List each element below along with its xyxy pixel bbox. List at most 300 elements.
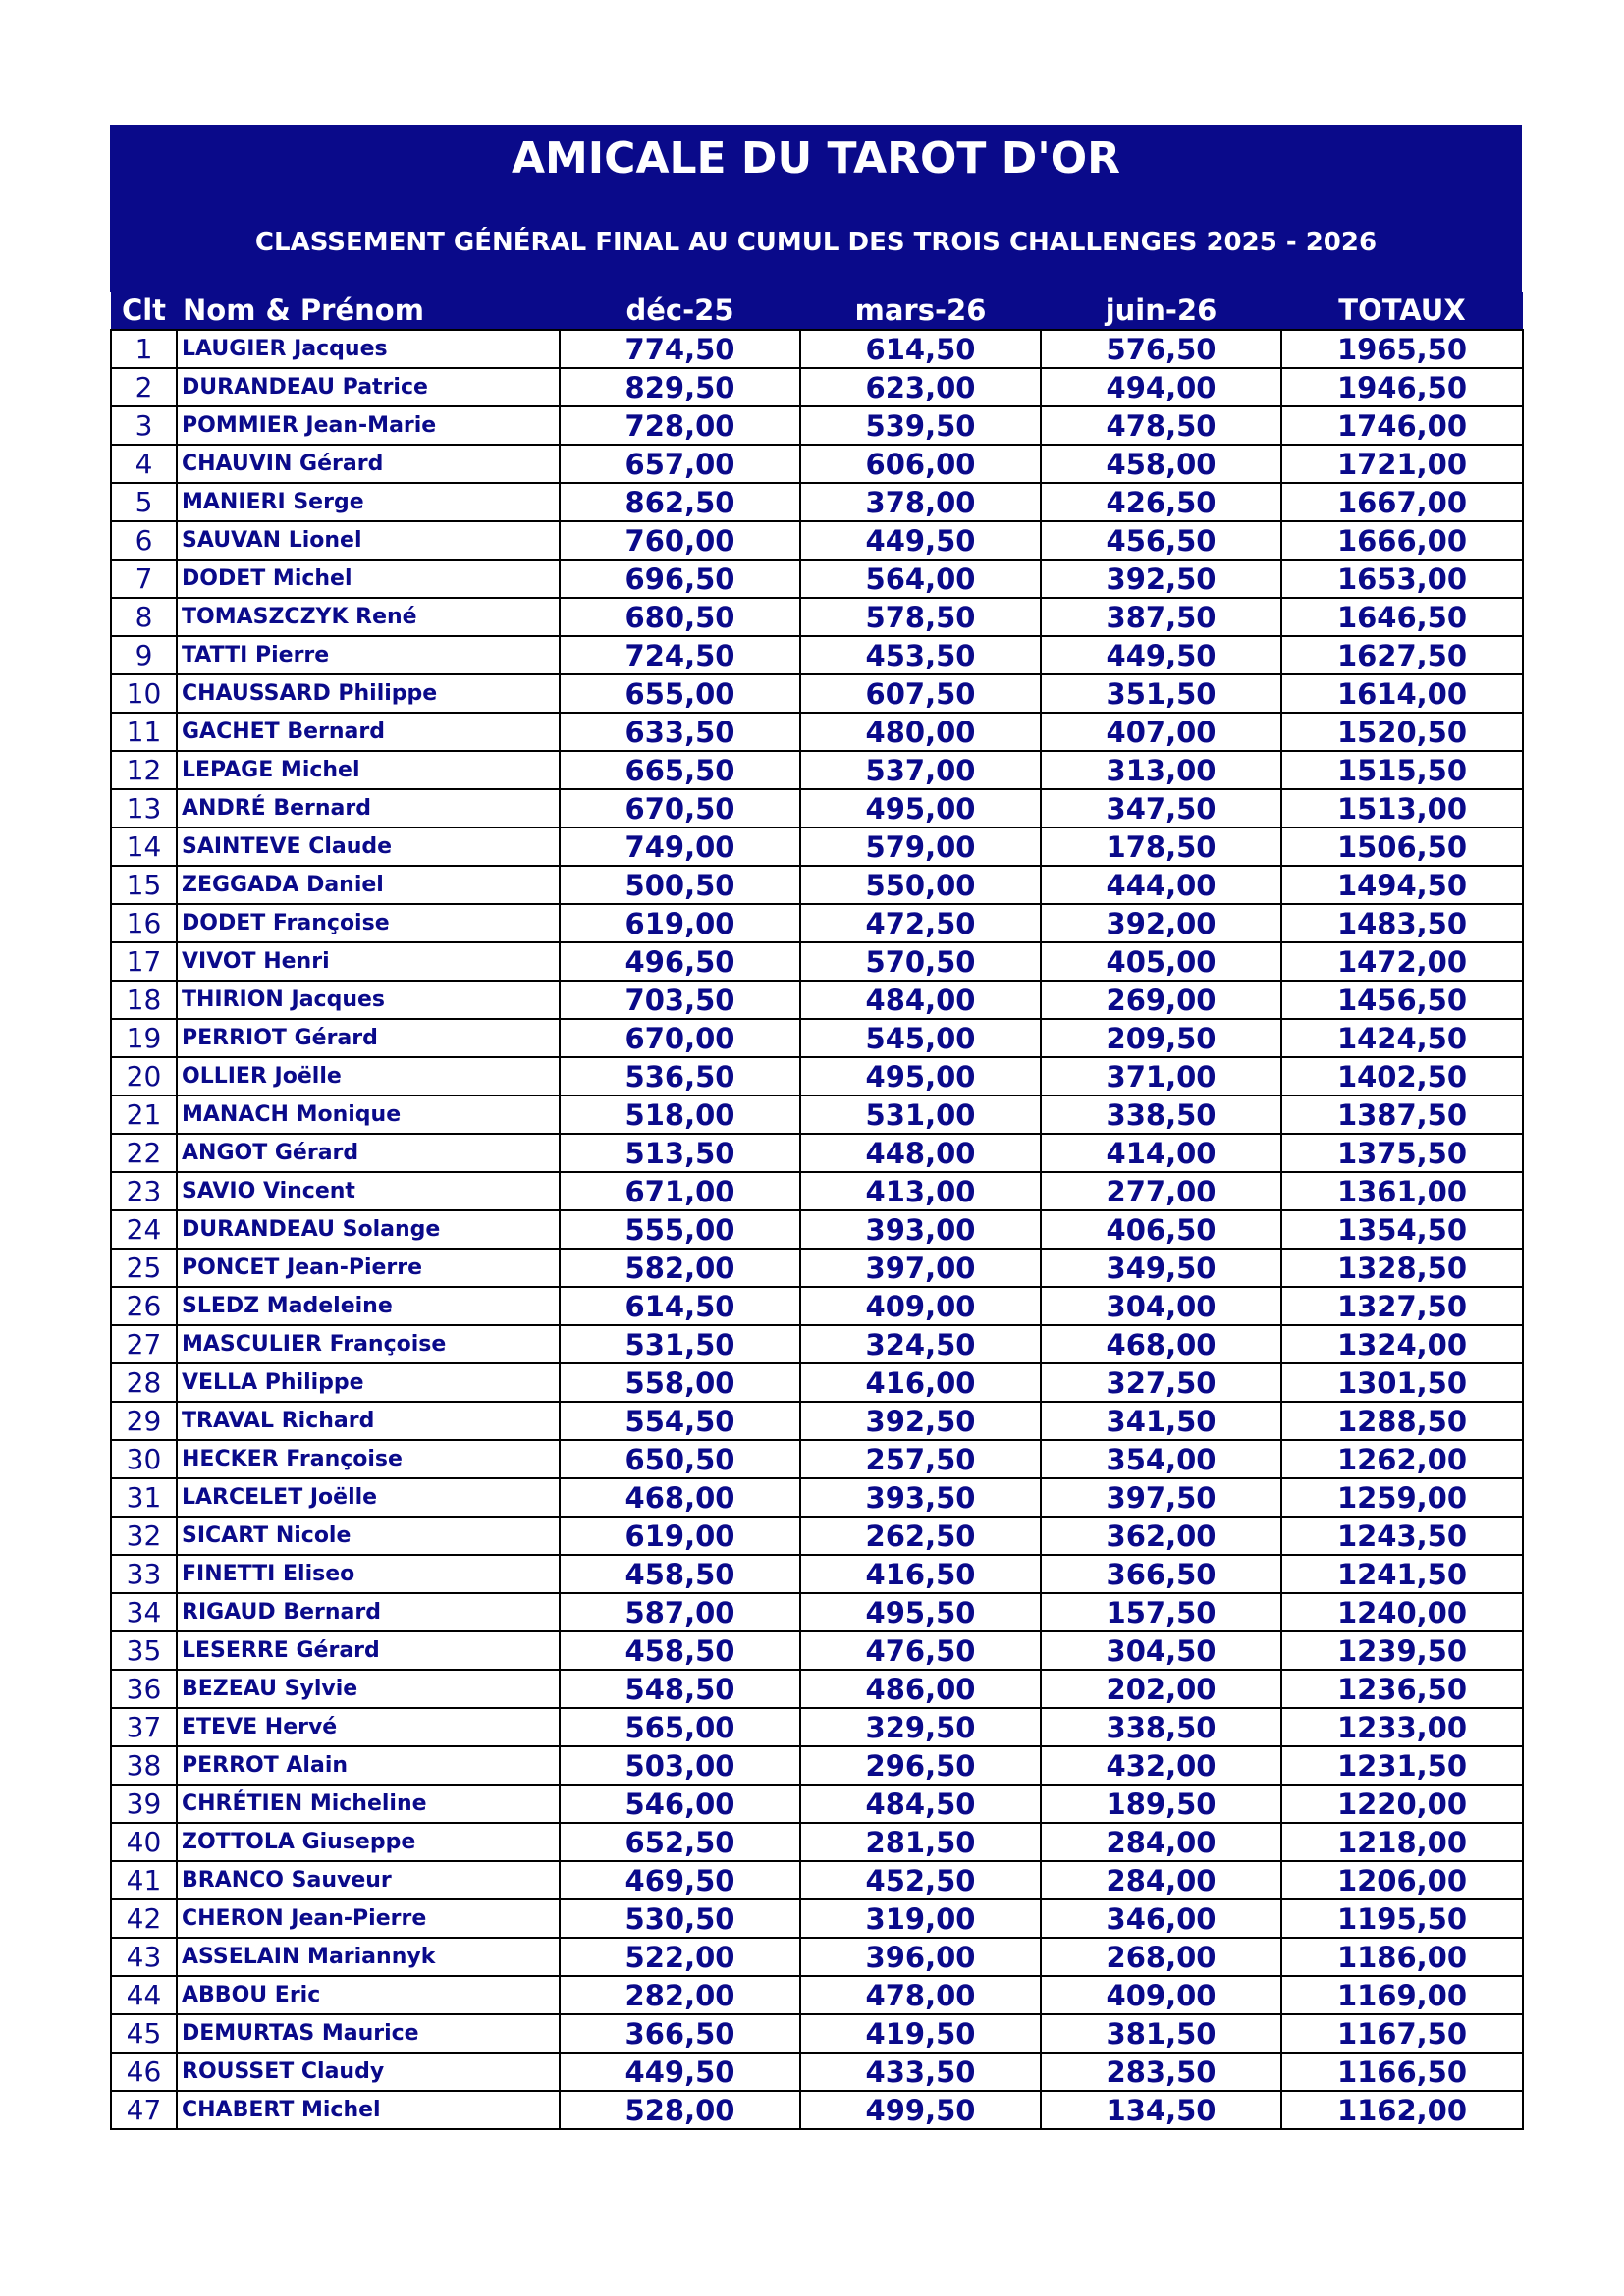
cell-rank: 8 — [111, 598, 177, 636]
table-row — [111, 483, 1523, 521]
table-row — [111, 1899, 1523, 1938]
cell-dec25: 665,50 — [560, 751, 800, 789]
cell-mars26: 262,50 — [800, 1517, 1041, 1555]
cell-dec25: 657,00 — [560, 445, 800, 483]
cell-juin26: 387,50 — [1041, 598, 1281, 636]
cell-rank: 33 — [111, 1555, 177, 1593]
cell-total: 1667,00 — [1281, 483, 1523, 521]
cell-name: SAVIO Vincent — [177, 1172, 560, 1210]
cell-rank: 42 — [111, 1899, 177, 1938]
table-row — [111, 560, 1523, 598]
cell-mars26: 409,00 — [800, 1287, 1041, 1325]
cell-mars26: 499,50 — [800, 2091, 1041, 2129]
cell-rank: 17 — [111, 942, 177, 981]
cell-mars26: 413,00 — [800, 1172, 1041, 1210]
cell-mars26: 419,50 — [800, 2014, 1041, 2053]
cell-name: MANIERI Serge — [177, 483, 560, 521]
cell-dec25: 829,50 — [560, 368, 800, 406]
cell-mars26: 296,50 — [800, 1746, 1041, 1785]
cell-name: TATTI Pierre — [177, 636, 560, 674]
table-row — [111, 1555, 1523, 1593]
cell-rank: 19 — [111, 1019, 177, 1057]
cell-name: POMMIER Jean-Marie — [177, 406, 560, 445]
cell-name: DURANDEAU Patrice — [177, 368, 560, 406]
table-row — [111, 828, 1523, 866]
cell-rank: 32 — [111, 1517, 177, 1555]
cell-dec25: 449,50 — [560, 2053, 800, 2091]
cell-rank: 25 — [111, 1249, 177, 1287]
cell-total: 1946,50 — [1281, 368, 1523, 406]
cell-name: ROUSSET Claudy — [177, 2053, 560, 2091]
cell-juin26: 277,00 — [1041, 1172, 1281, 1210]
cell-dec25: 282,00 — [560, 1976, 800, 2014]
cell-dec25: 680,50 — [560, 598, 800, 636]
cell-total: 1162,00 — [1281, 2091, 1523, 2129]
cell-name: PERRIOT Gérard — [177, 1019, 560, 1057]
cell-total: 1240,00 — [1281, 1593, 1523, 1631]
cell-dec25: 528,00 — [560, 2091, 800, 2129]
cell-dec25: 728,00 — [560, 406, 800, 445]
cell-dec25: 587,00 — [560, 1593, 800, 1631]
cell-mars26: 484,50 — [800, 1785, 1041, 1823]
table-row — [111, 1019, 1523, 1057]
cell-name: RIGAUD Bernard — [177, 1593, 560, 1631]
cell-name: HECKER Françoise — [177, 1440, 560, 1478]
cell-mars26: 545,00 — [800, 1019, 1041, 1057]
cell-total: 1354,50 — [1281, 1210, 1523, 1249]
cell-juin26: 284,00 — [1041, 1861, 1281, 1899]
cell-name: MANACH Monique — [177, 1095, 560, 1134]
cell-juin26: 354,00 — [1041, 1440, 1281, 1478]
cell-mars26: 453,50 — [800, 636, 1041, 674]
cell-juin26: 468,00 — [1041, 1325, 1281, 1363]
cell-name: DEMURTAS Maurice — [177, 2014, 560, 2053]
table-row — [111, 1249, 1523, 1287]
cell-name: TOMASZCZYK René — [177, 598, 560, 636]
cell-juin26: 392,00 — [1041, 904, 1281, 942]
cell-rank: 20 — [111, 1057, 177, 1095]
cell-total: 1206,00 — [1281, 1861, 1523, 1899]
cell-mars26: 397,00 — [800, 1249, 1041, 1287]
cell-dec25: 582,00 — [560, 1249, 800, 1287]
cell-name: MASCULIER Françoise — [177, 1325, 560, 1363]
cell-rank: 37 — [111, 1708, 177, 1746]
cell-rank: 47 — [111, 2091, 177, 2129]
cell-dec25: 531,50 — [560, 1325, 800, 1363]
cell-name: FINETTI Eliseo — [177, 1555, 560, 1593]
page-subtitle: CLASSEMENT GÉNÉRAL FINAL AU CUMUL DES TROIS CHALLENGES 2025 - 2026 — [254, 228, 1378, 257]
cell-rank: 9 — [111, 636, 177, 674]
cell-name: ETEVE Hervé — [177, 1708, 560, 1746]
cell-name: TRAVAL Richard — [177, 1402, 560, 1440]
cell-total: 1259,00 — [1281, 1478, 1523, 1517]
cell-rank: 15 — [111, 866, 177, 904]
cell-dec25: 548,50 — [560, 1670, 800, 1708]
table-row — [111, 981, 1523, 1019]
cell-juin26: 456,50 — [1041, 521, 1281, 560]
cell-rank: 41 — [111, 1861, 177, 1899]
table-row — [111, 2053, 1523, 2091]
table-row — [111, 1785, 1523, 1823]
cell-total: 1324,00 — [1281, 1325, 1523, 1363]
cell-mars26: 623,00 — [800, 368, 1041, 406]
cell-dec25: 513,50 — [560, 1134, 800, 1172]
table-row — [111, 368, 1523, 406]
page-title: AMICALE DU TAROT D'OR — [511, 133, 1121, 184]
cell-juin26: 392,50 — [1041, 560, 1281, 598]
cell-juin26: 576,50 — [1041, 330, 1281, 368]
cell-juin26: 341,50 — [1041, 1402, 1281, 1440]
cell-dec25: 696,50 — [560, 560, 800, 598]
cell-dec25: 633,50 — [560, 713, 800, 751]
table-row — [111, 1670, 1523, 1708]
cell-dec25: 522,00 — [560, 1938, 800, 1976]
cell-dec25: 536,50 — [560, 1057, 800, 1095]
cell-rank: 28 — [111, 1363, 177, 1402]
cell-name: DURANDEAU Solange — [177, 1210, 560, 1249]
cell-name: OLLIER Joëlle — [177, 1057, 560, 1095]
cell-mars26: 531,00 — [800, 1095, 1041, 1134]
cell-name: CHAUVIN Gérard — [177, 445, 560, 483]
cell-total: 1506,50 — [1281, 828, 1523, 866]
cell-rank: 11 — [111, 713, 177, 751]
cell-name: DODET Michel — [177, 560, 560, 598]
cell-rank: 5 — [111, 483, 177, 521]
ranking-sheet — [110, 125, 1522, 2130]
cell-mars26: 480,00 — [800, 713, 1041, 751]
cell-name: LEPAGE Michel — [177, 751, 560, 789]
cell-name: DODET Françoise — [177, 904, 560, 942]
cell-total: 1746,00 — [1281, 406, 1523, 445]
table-row — [111, 1708, 1523, 1746]
cell-juin26: 366,50 — [1041, 1555, 1281, 1593]
cell-rank: 45 — [111, 2014, 177, 2053]
cell-name: ANDRÉ Bernard — [177, 789, 560, 828]
cell-dec25: 774,50 — [560, 330, 800, 368]
cell-name: ZEGGADA Daniel — [177, 866, 560, 904]
cell-name: SAINTEVE Claude — [177, 828, 560, 866]
cell-dec25: 366,50 — [560, 2014, 800, 2053]
cell-mars26: 484,00 — [800, 981, 1041, 1019]
cell-dec25: 530,50 — [560, 1899, 800, 1938]
table-row — [111, 904, 1523, 942]
cell-name: THIRION Jacques — [177, 981, 560, 1019]
cell-name: LAUGIER Jacques — [177, 330, 560, 368]
cell-mars26: 378,00 — [800, 483, 1041, 521]
cell-juin26: 449,50 — [1041, 636, 1281, 674]
cell-dec25: 458,50 — [560, 1631, 800, 1670]
cell-name: VELLA Philippe — [177, 1363, 560, 1402]
table-row — [111, 521, 1523, 560]
cell-name: CHABERT Michel — [177, 2091, 560, 2129]
cell-mars26: 393,00 — [800, 1210, 1041, 1249]
cell-juin26: 371,00 — [1041, 1057, 1281, 1095]
col-header-rank: Clt — [111, 292, 177, 330]
cell-rank: 12 — [111, 751, 177, 789]
cell-mars26: 495,50 — [800, 1593, 1041, 1631]
cell-total: 1262,00 — [1281, 1440, 1523, 1478]
cell-name: BRANCO Sauveur — [177, 1861, 560, 1899]
cell-juin26: 397,50 — [1041, 1478, 1281, 1517]
cell-mars26: 578,50 — [800, 598, 1041, 636]
cell-juin26: 346,00 — [1041, 1899, 1281, 1938]
cell-mars26: 324,50 — [800, 1325, 1041, 1363]
cell-dec25: 619,00 — [560, 904, 800, 942]
cell-total: 1220,00 — [1281, 1785, 1523, 1823]
cell-rank: 14 — [111, 828, 177, 866]
cell-dec25: 760,00 — [560, 521, 800, 560]
cell-mars26: 495,00 — [800, 1057, 1041, 1095]
cell-dec25: 724,50 — [560, 636, 800, 674]
cell-mars26: 570,50 — [800, 942, 1041, 981]
cell-juin26: 426,50 — [1041, 483, 1281, 521]
col-header-total: TOTAUX — [1281, 292, 1523, 330]
cell-mars26: 539,50 — [800, 406, 1041, 445]
col-header-juin26: juin-26 — [1041, 292, 1281, 330]
cell-mars26: 449,50 — [800, 521, 1041, 560]
cell-total: 1515,50 — [1281, 751, 1523, 789]
cell-total: 1241,50 — [1281, 1555, 1523, 1593]
cell-total: 1231,50 — [1281, 1746, 1523, 1785]
cell-mars26: 478,00 — [800, 1976, 1041, 2014]
cell-juin26: 494,00 — [1041, 368, 1281, 406]
cell-mars26: 416,50 — [800, 1555, 1041, 1593]
cell-total: 1666,00 — [1281, 521, 1523, 560]
cell-total: 1424,50 — [1281, 1019, 1523, 1057]
table-row — [111, 1325, 1523, 1363]
table-row — [111, 751, 1523, 789]
cell-total: 1520,50 — [1281, 713, 1523, 751]
table-row — [111, 1823, 1523, 1861]
cell-dec25: 565,00 — [560, 1708, 800, 1746]
cell-mars26: 392,50 — [800, 1402, 1041, 1440]
cell-mars26: 393,50 — [800, 1478, 1041, 1517]
cell-total: 1965,50 — [1281, 330, 1523, 368]
cell-name: SAUVAN Lionel — [177, 521, 560, 560]
cell-mars26: 281,50 — [800, 1823, 1041, 1861]
table-row — [111, 636, 1523, 674]
cell-name: PERROT Alain — [177, 1746, 560, 1785]
cell-juin26: 304,00 — [1041, 1287, 1281, 1325]
cell-mars26: 614,50 — [800, 330, 1041, 368]
cell-rank: 21 — [111, 1095, 177, 1134]
cell-total: 1236,50 — [1281, 1670, 1523, 1708]
cell-dec25: 468,00 — [560, 1478, 800, 1517]
table-row — [111, 789, 1523, 828]
cell-dec25: 652,50 — [560, 1823, 800, 1861]
table-row — [111, 1402, 1523, 1440]
cell-juin26: 338,50 — [1041, 1708, 1281, 1746]
cell-rank: 38 — [111, 1746, 177, 1785]
cell-mars26: 433,50 — [800, 2053, 1041, 2091]
cell-mars26: 564,00 — [800, 560, 1041, 598]
cell-dec25: 614,50 — [560, 1287, 800, 1325]
cell-dec25: 703,50 — [560, 981, 800, 1019]
cell-mars26: 607,50 — [800, 674, 1041, 713]
cell-name: ZOTTOLA Giuseppe — [177, 1823, 560, 1861]
cell-name: PONCET Jean-Pierre — [177, 1249, 560, 1287]
cell-mars26: 329,50 — [800, 1708, 1041, 1746]
cell-mars26: 319,00 — [800, 1899, 1041, 1938]
cell-rank: 24 — [111, 1210, 177, 1249]
cell-rank: 43 — [111, 1938, 177, 1976]
cell-rank: 40 — [111, 1823, 177, 1861]
cell-total: 1218,00 — [1281, 1823, 1523, 1861]
cell-total: 1494,50 — [1281, 866, 1523, 904]
cell-total: 1327,50 — [1281, 1287, 1523, 1325]
table-row — [111, 1057, 1523, 1095]
cell-rank: 46 — [111, 2053, 177, 2091]
cell-total: 1472,00 — [1281, 942, 1523, 981]
cell-total: 1301,50 — [1281, 1363, 1523, 1402]
cell-name: SICART Nicole — [177, 1517, 560, 1555]
cell-total: 1646,50 — [1281, 598, 1523, 636]
cell-rank: 36 — [111, 1670, 177, 1708]
cell-juin26: 269,00 — [1041, 981, 1281, 1019]
cell-total: 1627,50 — [1281, 636, 1523, 674]
cell-rank: 22 — [111, 1134, 177, 1172]
cell-mars26: 257,50 — [800, 1440, 1041, 1478]
cell-name: GACHET Bernard — [177, 713, 560, 751]
col-header-mars26: mars-26 — [800, 292, 1041, 330]
cell-name: SLEDZ Madeleine — [177, 1287, 560, 1325]
table-row — [111, 1172, 1523, 1210]
col-header-name: Nom & Prénom — [177, 292, 560, 330]
cell-name: VIVOT Henri — [177, 942, 560, 981]
cell-rank: 27 — [111, 1325, 177, 1363]
table-row — [111, 2014, 1523, 2053]
cell-dec25: 558,00 — [560, 1363, 800, 1402]
cell-juin26: 134,50 — [1041, 2091, 1281, 2129]
cell-rank: 7 — [111, 560, 177, 598]
table-row — [111, 330, 1523, 368]
cell-name: ANGOT Gérard — [177, 1134, 560, 1172]
cell-dec25: 469,50 — [560, 1861, 800, 1899]
cell-total: 1653,00 — [1281, 560, 1523, 598]
cell-juin26: 338,50 — [1041, 1095, 1281, 1134]
cell-total: 1195,50 — [1281, 1899, 1523, 1938]
cell-total: 1614,00 — [1281, 674, 1523, 713]
cell-dec25: 503,00 — [560, 1746, 800, 1785]
cell-total: 1402,50 — [1281, 1057, 1523, 1095]
cell-total: 1456,50 — [1281, 981, 1523, 1019]
table-row — [111, 1095, 1523, 1134]
cell-total: 1483,50 — [1281, 904, 1523, 942]
cell-juin26: 304,50 — [1041, 1631, 1281, 1670]
table-row — [111, 1517, 1523, 1555]
cell-juin26: 283,50 — [1041, 2053, 1281, 2091]
cell-name: CHRÉTIEN Micheline — [177, 1785, 560, 1823]
cell-juin26: 405,00 — [1041, 942, 1281, 981]
cell-mars26: 495,00 — [800, 789, 1041, 828]
cell-dec25: 671,00 — [560, 1172, 800, 1210]
cell-mars26: 416,00 — [800, 1363, 1041, 1402]
cell-juin26: 268,00 — [1041, 1938, 1281, 1976]
cell-dec25: 555,00 — [560, 1210, 800, 1249]
table-row — [111, 1631, 1523, 1670]
ranking-table — [110, 292, 1524, 2130]
cell-total: 1387,50 — [1281, 1095, 1523, 1134]
cell-total: 1169,00 — [1281, 1976, 1523, 2014]
cell-dec25: 496,50 — [560, 942, 800, 981]
cell-juin26: 189,50 — [1041, 1785, 1281, 1823]
table-row — [111, 598, 1523, 636]
cell-mars26: 448,00 — [800, 1134, 1041, 1172]
cell-total: 1375,50 — [1281, 1134, 1523, 1172]
cell-mars26: 606,00 — [800, 445, 1041, 483]
table-row — [111, 1746, 1523, 1785]
table-row — [111, 406, 1523, 445]
cell-total: 1239,50 — [1281, 1631, 1523, 1670]
cell-dec25: 670,00 — [560, 1019, 800, 1057]
cell-rank: 13 — [111, 789, 177, 828]
cell-rank: 16 — [111, 904, 177, 942]
cell-juin26: 406,50 — [1041, 1210, 1281, 1249]
cell-dec25: 458,50 — [560, 1555, 800, 1593]
cell-mars26: 550,00 — [800, 866, 1041, 904]
cell-juin26: 409,00 — [1041, 1976, 1281, 2014]
cell-juin26: 432,00 — [1041, 1746, 1281, 1785]
cell-total: 1167,50 — [1281, 2014, 1523, 2053]
cell-juin26: 209,50 — [1041, 1019, 1281, 1057]
cell-juin26: 444,00 — [1041, 866, 1281, 904]
cell-total: 1243,50 — [1281, 1517, 1523, 1555]
cell-mars26: 476,50 — [800, 1631, 1041, 1670]
cell-dec25: 650,50 — [560, 1440, 800, 1478]
table-row — [111, 1134, 1523, 1172]
cell-juin26: 284,00 — [1041, 1823, 1281, 1861]
cell-total: 1361,00 — [1281, 1172, 1523, 1210]
cell-rank: 4 — [111, 445, 177, 483]
table-row — [111, 713, 1523, 751]
cell-juin26: 362,00 — [1041, 1517, 1281, 1555]
cell-juin26: 381,50 — [1041, 2014, 1281, 2053]
cell-dec25: 749,00 — [560, 828, 800, 866]
table-row — [111, 2091, 1523, 2129]
cell-dec25: 619,00 — [560, 1517, 800, 1555]
cell-rank: 35 — [111, 1631, 177, 1670]
table-row — [111, 445, 1523, 483]
cell-rank: 2 — [111, 368, 177, 406]
cell-rank: 10 — [111, 674, 177, 713]
cell-juin26: 349,50 — [1041, 1249, 1281, 1287]
table-row — [111, 1938, 1523, 1976]
table-row — [111, 1210, 1523, 1249]
cell-dec25: 655,00 — [560, 674, 800, 713]
cell-name: ABBOU Eric — [177, 1976, 560, 2014]
cell-juin26: 178,50 — [1041, 828, 1281, 866]
cell-dec25: 862,50 — [560, 483, 800, 521]
cell-rank: 26 — [111, 1287, 177, 1325]
cell-juin26: 327,50 — [1041, 1363, 1281, 1402]
cell-name: BEZEAU Sylvie — [177, 1670, 560, 1708]
cell-juin26: 407,00 — [1041, 713, 1281, 751]
cell-total: 1166,50 — [1281, 2053, 1523, 2091]
table-body — [111, 330, 1523, 2129]
table-row — [111, 1287, 1523, 1325]
cell-name: CHAUSSARD Philippe — [177, 674, 560, 713]
cell-dec25: 670,50 — [560, 789, 800, 828]
cell-mars26: 486,00 — [800, 1670, 1041, 1708]
cell-rank: 1 — [111, 330, 177, 368]
cell-rank: 18 — [111, 981, 177, 1019]
cell-rank: 29 — [111, 1402, 177, 1440]
cell-name: LESERRE Gérard — [177, 1631, 560, 1670]
cell-dec25: 554,50 — [560, 1402, 800, 1440]
cell-name: CHERON Jean-Pierre — [177, 1899, 560, 1938]
header-banner — [110, 125, 1522, 292]
cell-juin26: 157,50 — [1041, 1593, 1281, 1631]
